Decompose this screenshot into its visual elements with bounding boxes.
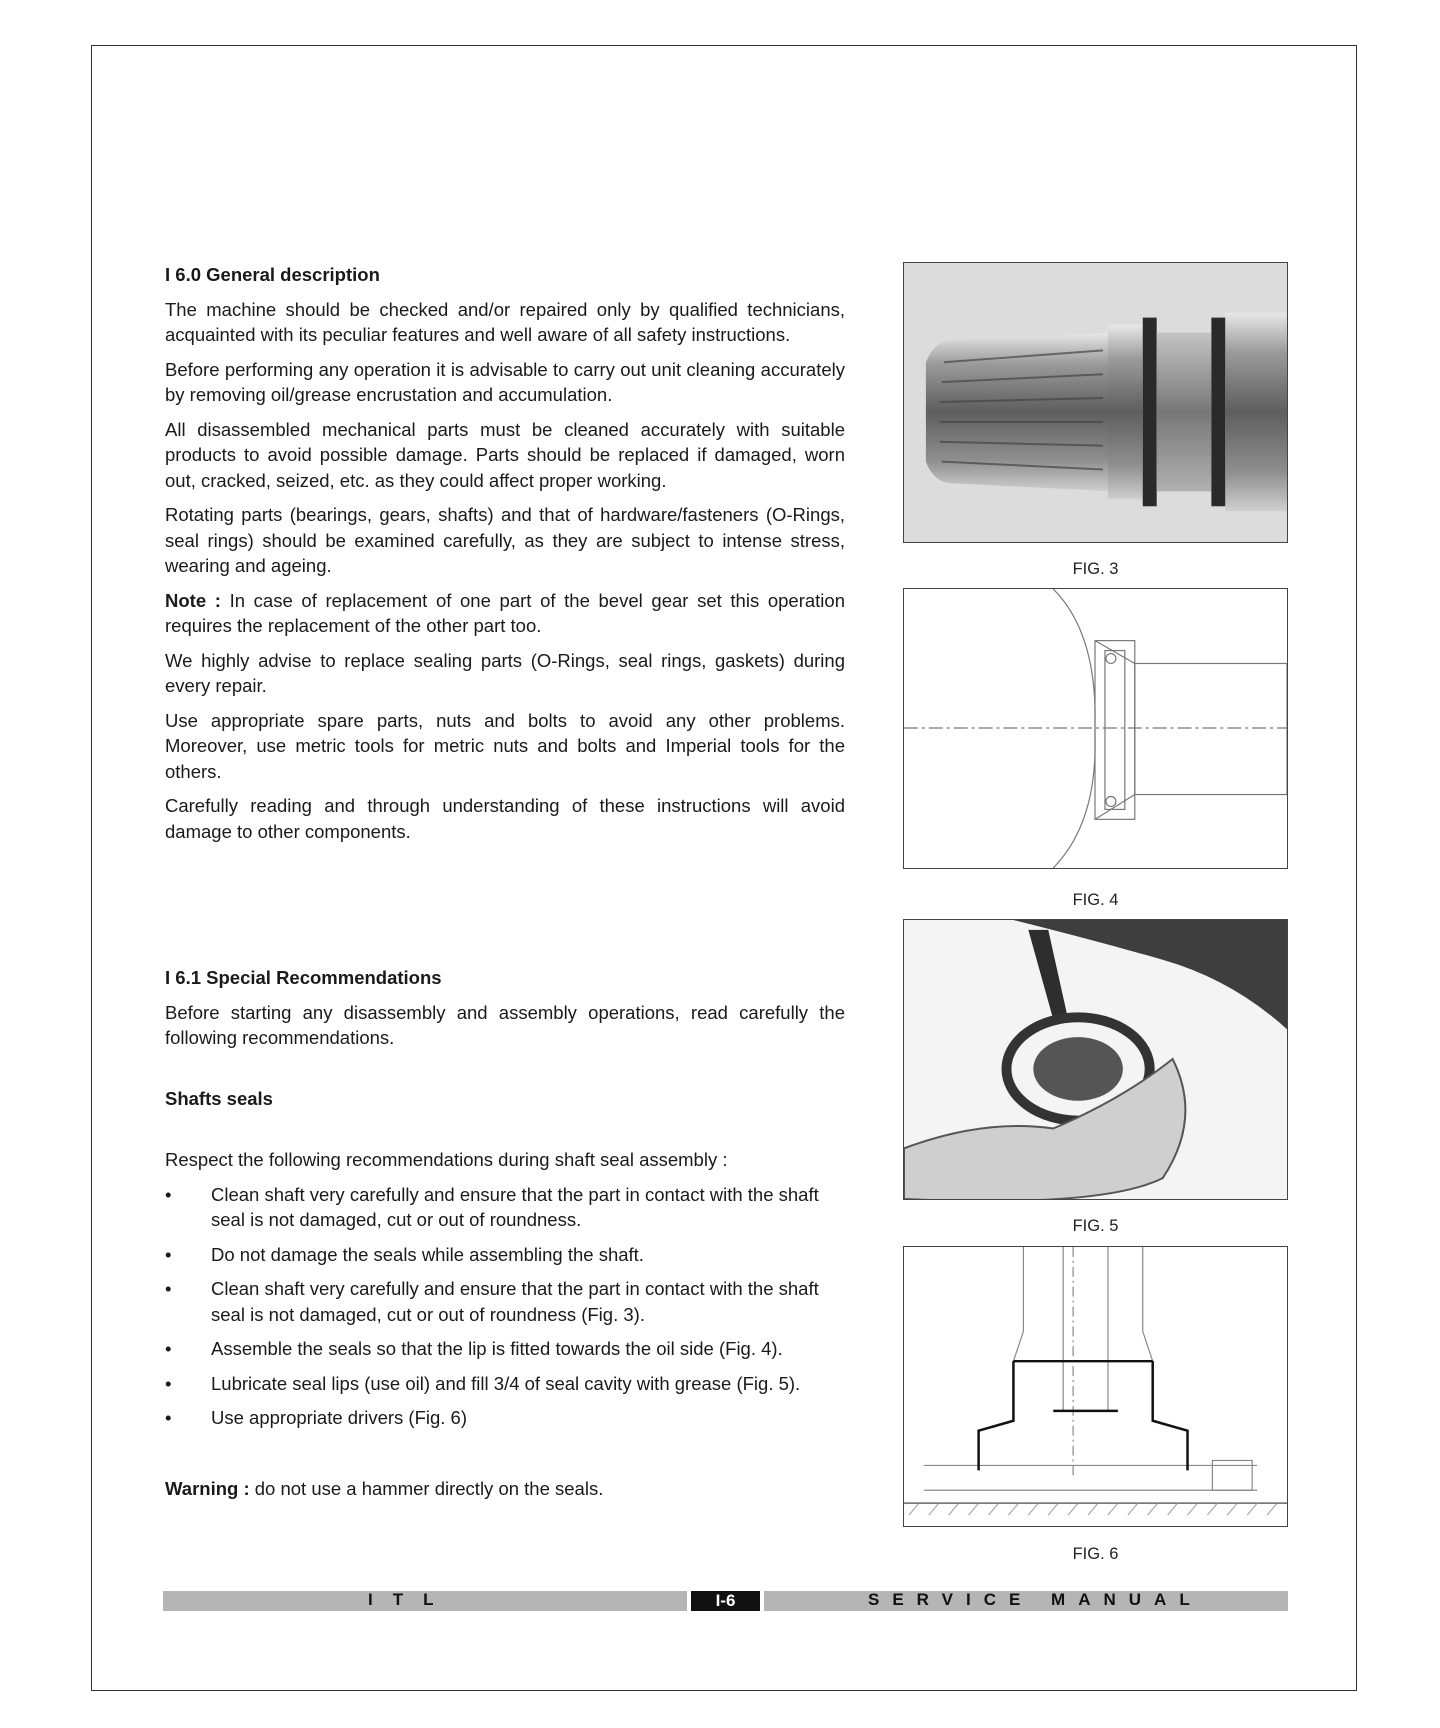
general-paragraph-5: We highly advise to replace sealing parts (O-Rings, seal rings, gaskets) during every repair.	[165, 649, 845, 696]
fig6-driver-drawing	[903, 1246, 1288, 1527]
special-paragraph-1: Before starting any disassembly and assembly operations, read carefully the following recommendations.	[165, 1001, 845, 1048]
bullet-symbol: •	[165, 1278, 172, 1299]
note-paragraph	[165, 588, 845, 639]
warning-text: do not use a hammer directly on the seals.	[249, 1477, 604, 1499]
bullet-symbol: •	[165, 1407, 172, 1428]
fig4-caption: FIG. 4	[1072, 891, 1119, 909]
bullet-text: Use appropriate drivers (Fig. 6)	[211, 1407, 468, 1428]
general-description-heading: I 6.0 General description	[165, 264, 380, 285]
footer-left-text: ITL	[368, 1590, 454, 1609]
bullet-text: Clean shaft very carefully and ensure that the part in contact with the shaft seal is not damaged, cut or out of roundness (Fig. 3).	[211, 1278, 819, 1325]
general-paragraph-1: The machine should be checked and/or repaired only by qualified technicians, acquainted with its peculiar features and well aware of all safety instructions.	[165, 298, 845, 345]
note-text: In case of replacement of one part of the bevel gear set this operation requires the replacement of the other part too.	[165, 589, 845, 636]
note-label: Note :	[165, 589, 221, 611]
bullet-text: Lubricate seal lips (use oil) and fill 3/4 of seal cavity with grease (Fig. 5).	[211, 1372, 801, 1394]
fig5-caption: FIG. 5	[1072, 1217, 1119, 1235]
bullet-text: Assemble the seals so that the lip is fitted towards the oil side (Fig. 4).	[211, 1338, 783, 1359]
fig4-seal-drawing	[903, 588, 1288, 869]
bullet-item	[165, 1182, 845, 1233]
general-paragraph-2: Before performing any operation it is advisable to carry out unit cleaning accurately by removing oil/grease encrustation and accumulation.	[165, 358, 845, 405]
bullet-item	[165, 1405, 845, 1431]
fig3-shaft-photo	[903, 262, 1288, 543]
fig5-greasing-photo	[903, 919, 1288, 1200]
bullet-item	[165, 1276, 845, 1327]
warning-label: Warning :	[165, 1477, 250, 1499]
special-recommendations-heading: I 6.1 Special Recommendations	[165, 967, 442, 988]
text-column	[165, 262, 845, 1510]
bullet-item	[165, 1371, 845, 1397]
bullet-item	[165, 1336, 845, 1362]
page-number: I-6	[691, 1591, 760, 1611]
fig3-caption: FIG. 3	[1072, 560, 1119, 578]
bullet-text: Clean shaft very carefully and ensure that the part in contact with the shaft seal is not damaged, cut or out of roundness.	[211, 1183, 819, 1230]
shaft-seal-intro: Respect the following recommendations during shaft seal assembly :	[165, 1149, 728, 1170]
bullet-symbol: •	[165, 1183, 172, 1205]
warning-paragraph	[165, 1476, 845, 1502]
general-paragraph-7: Carefully reading and through understanding of these instructions will avoid damage to other components.	[165, 795, 845, 842]
general-paragraph-3: All disassembled mechanical parts must be cleaned accurately with suitable products to avoid possible damage. Parts should be replaced if damaged, worn out, cracked, seized, etc. as they could affect proper working.	[165, 418, 845, 491]
general-paragraph-6: Use appropriate spare parts, nuts and bolts to avoid any other problems. Moreover, use metric tools for metric nuts and bolts and Imperial tools for the others.	[165, 709, 845, 782]
footer-right-text: SERVICE MANUAL	[868, 1590, 1203, 1609]
bullet-symbol: •	[165, 1338, 172, 1359]
bullet-symbol: •	[165, 1243, 172, 1265]
general-paragraph-4: Rotating parts (bearings, gears, shafts) and that of hardware/fasteners (O-Rings, seal rings) should be examined carefully, as they are subject to intense stress, wearing and ageing.	[165, 504, 845, 576]
fig6-caption: FIG. 6	[1072, 1545, 1119, 1563]
bullet-symbol: •	[165, 1372, 172, 1394]
bullet-text: Do not damage the seals while assembling the shaft.	[211, 1243, 644, 1265]
shafts-seals-heading: Shafts seals	[165, 1087, 273, 1109]
bullet-item	[165, 1242, 845, 1268]
